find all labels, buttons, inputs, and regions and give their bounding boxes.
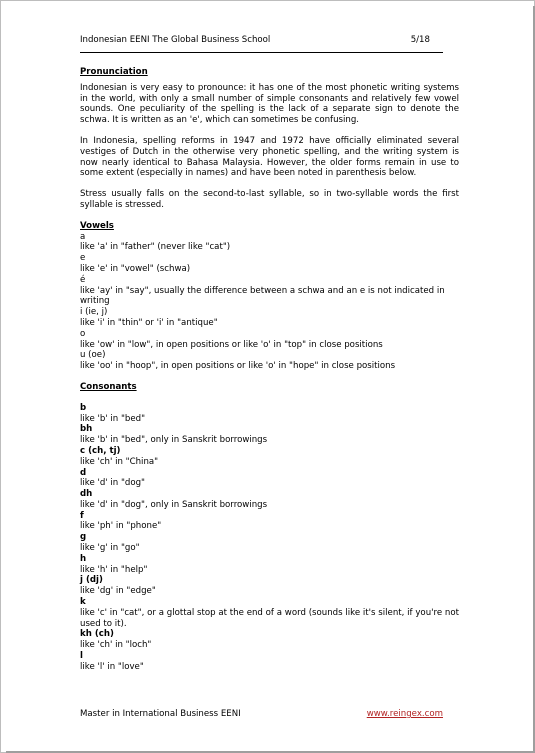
vowel-letter: e	[80, 253, 86, 264]
consonant-desc: like 'g' in "go"	[80, 543, 140, 554]
footer-link[interactable]: www.reingex.com	[366, 709, 443, 719]
vowel-desc: like 'i' in "thin" or 'i' in "antique"	[80, 317, 218, 328]
header-title: Indonesian EENI The Global Business School	[80, 35, 271, 45]
consonant-desc: like 'b' in "bed"	[80, 413, 146, 424]
consonant-desc: like 'h' in "help"	[80, 564, 148, 575]
consonant-letter: l	[80, 651, 83, 662]
consonant-letter: d	[80, 467, 87, 478]
paragraph: Stress usually falls on the second-to-last syllable, so in two-syllable words the first syllable is stressed.	[80, 189, 459, 210]
vowel-letter: i (ie, j)	[80, 307, 108, 318]
vowel-letter: é	[80, 274, 86, 285]
vowel-desc: like 'ow' in "low", in open positions or like 'o' in "top" in close positions	[80, 339, 383, 350]
header-rule	[80, 52, 443, 53]
footer-text: Master in International Business EENI	[80, 709, 241, 719]
consonant-letter: j (dj)	[80, 575, 103, 586]
consonant-desc: like 'd' in "dog"	[80, 478, 146, 489]
consonant-desc: like 'c' in "cat", or a glottal stop at the end of a word (sounds like it's silent, if you're not used to it).	[80, 607, 459, 629]
page-header	[80, 35, 430, 45]
page-number: 5/18	[410, 35, 430, 45]
consonant-letter: k	[80, 597, 86, 608]
section-heading-vowels: Vowels	[80, 220, 114, 231]
consonant-desc: like 'ch' in "loch"	[80, 640, 152, 651]
consonant-desc: like 'l' in "love"	[80, 661, 144, 672]
consonant-list	[80, 403, 459, 673]
consonant-desc: like 'ch' in "China"	[80, 456, 159, 467]
paragraph: In Indonesia, spelling reforms in 1947 and 1972 have officially eliminated several vestiges of Dutch in the otherwise very phonetic spelling, and the writing system is now nearly identical to Bahasa Malaysia. However, the older forms remain in use to some extent (especially in names) and have been noted in parenthesis below.	[80, 135, 459, 179]
consonant-letter: dh	[80, 489, 93, 500]
consonant-letter: kh (ch)	[80, 629, 114, 640]
consonant-desc: like 'b' in "bed", only in Sanskrit borrowings	[80, 435, 268, 446]
vowel-desc: like 'oo' in "hoop", in open positions or like 'o' in "hope" in close positions	[80, 361, 396, 372]
consonant-letter: f	[80, 510, 84, 521]
consonant-desc: like 'dg' in "edge"	[80, 586, 156, 597]
vowel-list	[80, 232, 459, 372]
vowel-desc: like 'ay' in "say", usually the difference between a schwa and an e is not indicated in writing	[80, 285, 445, 307]
vowel-desc: like 'a' in "father" (never like "cat")	[80, 242, 231, 253]
section-heading-consonants: Consonants	[80, 381, 137, 392]
vowel-desc: like 'e' in "vowel" (schwa)	[80, 263, 191, 274]
vowel-letter: u (oe)	[80, 350, 106, 361]
section-heading-pronunciation: Pronunciation	[80, 67, 148, 77]
consonant-desc: like 'd' in "dog", only in Sanskrit borrowings	[80, 499, 268, 510]
consonant-desc: like 'ph' in "phone"	[80, 521, 162, 532]
consonant-letter: c (ch, tj)	[80, 445, 121, 456]
consonant-letter: g	[80, 532, 87, 543]
vowel-letter: o	[80, 328, 86, 339]
consonant-letter: bh	[80, 424, 93, 435]
consonant-letter: h	[80, 553, 87, 564]
vowel-letter: a	[80, 231, 86, 242]
consonant-letter: b	[80, 402, 87, 413]
paragraph: Indonesian is very easy to pronounce: it has one of the most phonetic writing systems in the world, with only a small number of simple consonants and relatively few vowel sounds. One peculiarity of the spelling is the lack of a separate sign to denote the schwa. It is written as an 'e', which can sometimes be confusing.	[80, 82, 459, 126]
page-footer	[80, 709, 443, 719]
page-content	[80, 67, 459, 673]
